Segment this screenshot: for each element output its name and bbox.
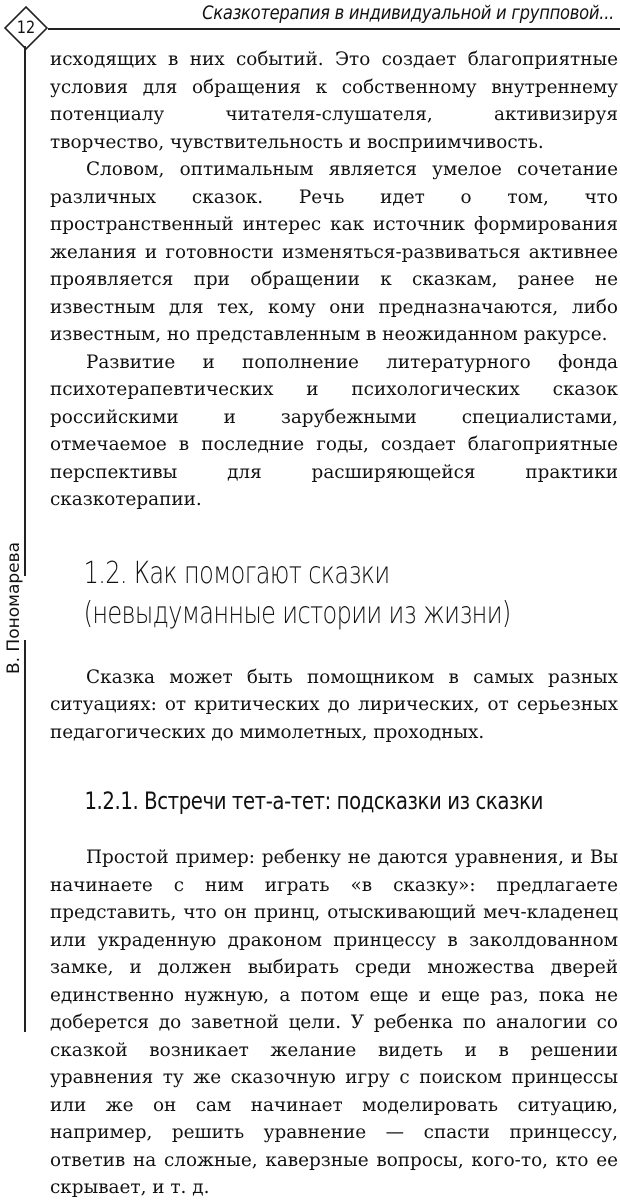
paragraph-2: Словом, оптимальным является умелое сочетание различных сказок. Речь идет о том, что пространственный интерес как источник формирования желания и готовности изменяться-развиваться активнее проявляется при обращении к сказкам, ранее не известным для тех, кому они предназначаются, либо известным, но представленным в неожиданном ракурсе. xyxy=(50,159,618,345)
paragraph-5: Простой пример: ребенку не даются уравнения, и Вы начинаете с ним играть «в сказку»: предлагаете представить, что он принц, отыскивающий меч-кладенец или украденную драконом принцессу в заколдованном замке, и должен выбирать среди множества дверей единственно нужную, а потом еще и еще раз, пока не доберется до заветной цели. У ребенка по аналогии со сказкой возникает желание видеть и в решении уравнения ту же сказочную игру с поиском принцессы или же он сам начинает моделировать ситуацию, например, решить уравнение — спасти принцессу, ответив на сложные, каверзные вопросы, кого-то, кто ее скрывает, и т. д. xyxy=(50,847,618,1198)
section-heading-line-2: (невыдуманные истории из жизни) xyxy=(83,595,511,631)
running-title: Сказкотерапия в индивидуальной и групповой... xyxy=(201,2,614,24)
paragraph-4: Сказка может быть помощником в самых разных ситуациях: от критических до лирических, от серьезных педагогических до мимолетных, проходных. xyxy=(50,666,618,743)
subsection-heading: 1.2.1. Встречи тет-а-тет: подсказки из сказки xyxy=(84,787,543,815)
section-heading-line-1: 1.2. Как помогают сказки xyxy=(83,555,390,591)
running-header xyxy=(0,0,620,46)
paragraph-1: исходящих в них событий. Это создает благоприятные условия для обращения к собственному внутреннему потенциалу читателя-слушателя, активизируя творчество, чувствительность и восприимчивость. xyxy=(50,49,618,153)
page-content xyxy=(50,46,618,1202)
side-rule-top xyxy=(24,46,26,576)
page-number-badge xyxy=(4,6,48,50)
author-name: В. Пономарева xyxy=(4,541,24,675)
side-rule-bottom xyxy=(24,640,26,1032)
paragraph-3: Развитие и пополнение литературного фонда психотерапевтических и психологических сказок российскими и зарубежными специалистами, отмечаемое в последние годы, создает благоприятные перспективы для расширяющейся практики сказкотерапии. xyxy=(50,351,618,510)
page-number: 12 xyxy=(16,18,36,38)
header-rule xyxy=(48,28,620,30)
